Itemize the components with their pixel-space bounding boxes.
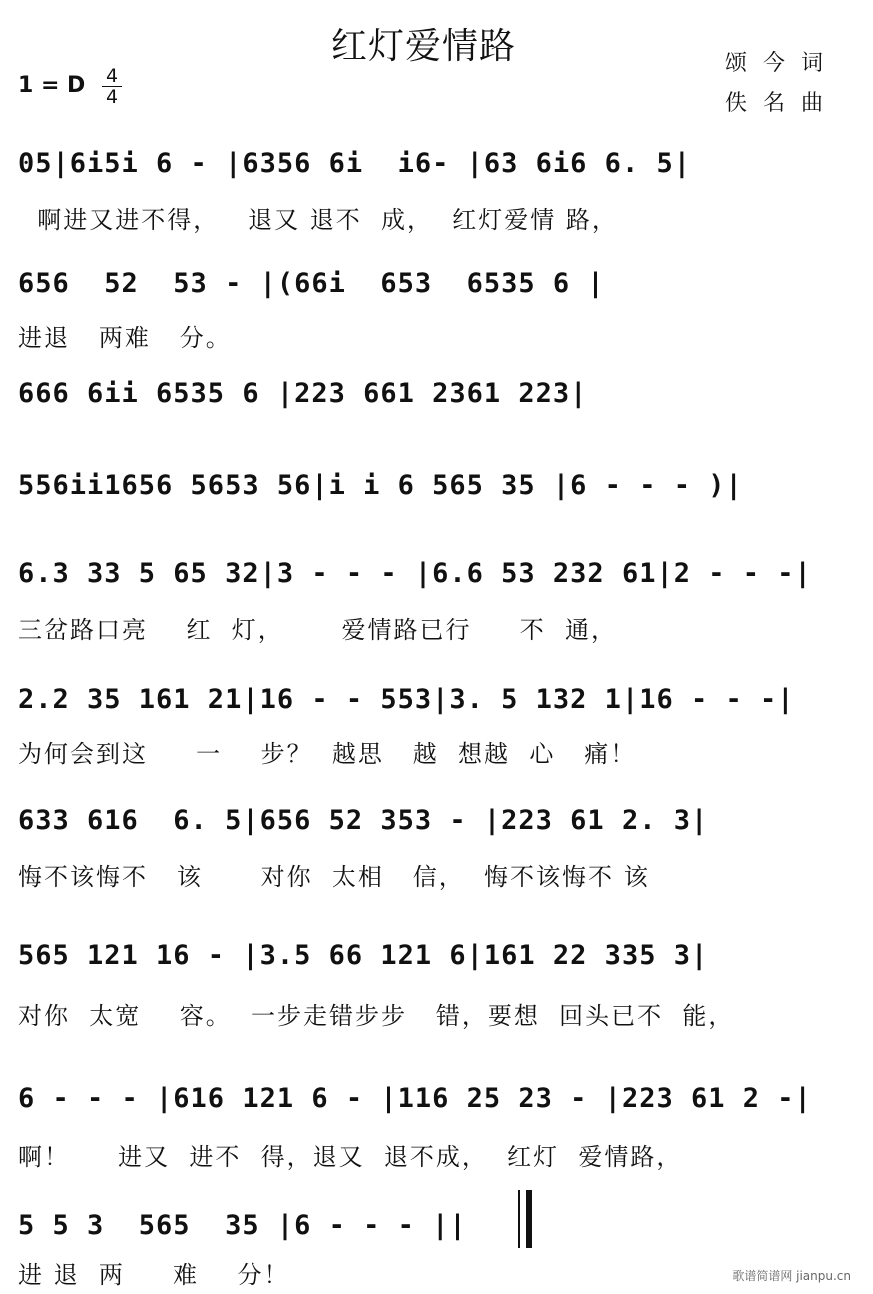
notes: 05|6i5i 6 - |6356 6i i6- |63 6i6 6. 5| — [18, 148, 691, 179]
lyrics: 啊！ 进又 进不 得，退又 退不成， 红灯 爱情路， — [18, 1143, 683, 1171]
lyrics: 为何会到这 一 步？ 越思 越 想越 心 痛！ — [18, 740, 637, 768]
lyrics: 三岔路口亮 红 灯， 爱情路已行 不 通， — [18, 616, 617, 644]
final-barline — [518, 1190, 532, 1248]
notes: 6 - - - |616 121 6 - |116 25 23 - |223 61 2 -| — [18, 1083, 812, 1114]
lyricist-credit: 颂今词 — [724, 51, 839, 76]
notes: 556ii1656 5653 56|i i 6 565 35 |6 - - - )| — [18, 470, 743, 501]
time-signature-bottom: 4 — [105, 86, 119, 108]
lyrics: 啊进又进不得， 退又 退不 成， 红灯爱情 路， — [18, 206, 618, 234]
time-signature-top: 4 — [105, 65, 119, 87]
notes: 565 121 16 - |3.5 66 121 6|161 22 335 3| — [18, 940, 709, 971]
song-title: 红灯爱情路 — [331, 26, 517, 67]
lyrics: 悔不该悔不 该 对你 太相 信， 悔不该悔不 该 — [18, 863, 650, 891]
notes: 5 5 3 565 35 |6 - - - || — [18, 1210, 467, 1241]
notes: 6.3 33 5 65 32|3 - - - |6.6 53 232 61|2 - - -| — [18, 558, 812, 589]
notes: 633 616 6. 5|656 52 353 - |223 61 2. 3| — [18, 805, 709, 836]
lyrics: 对你 太宽 容。 一步走错步步 错，要想 回头已不 能， — [18, 1002, 735, 1030]
notes: 2.2 35 161 21|16 - - 553|3. 5 132 1|16 - - -| — [18, 684, 795, 715]
notes: 666 6ii 6535 6 |223 661 2361 223| — [18, 378, 588, 409]
notes: 656 52 53 - |(66i 653 6535 6 | — [18, 268, 605, 299]
time-signature — [100, 66, 124, 107]
lyrics: 进退 两难 分。 — [18, 324, 232, 352]
site-watermark: 歌谱简谱网 jianpu.cn — [732, 1269, 851, 1283]
key-signature: 1 = D — [18, 73, 86, 98]
composer-credit: 佚名曲 — [724, 91, 839, 116]
lyrics: 进 退 两 难 分！ — [18, 1261, 290, 1289]
